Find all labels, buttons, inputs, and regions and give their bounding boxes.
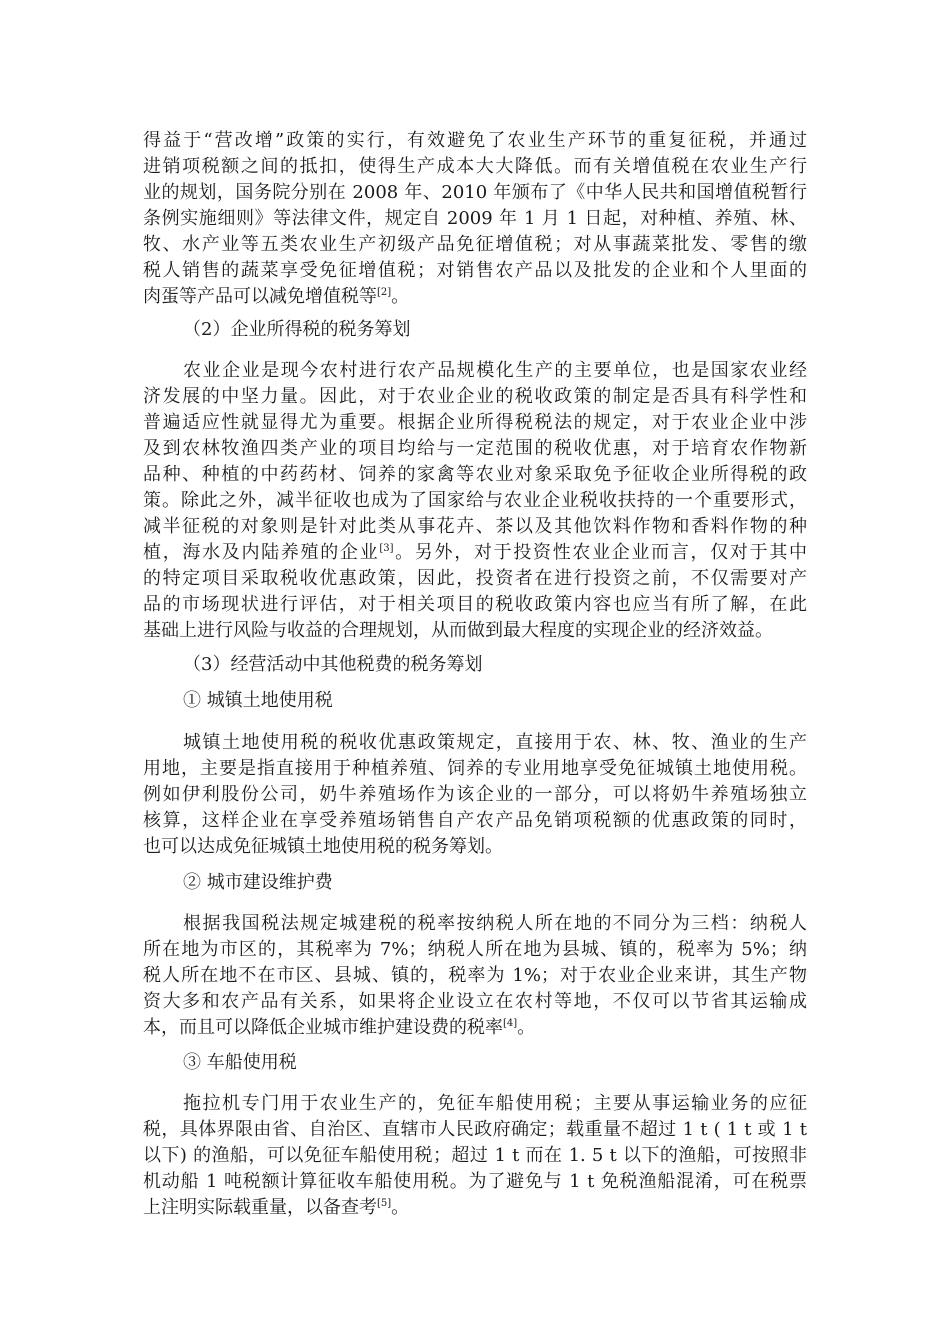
paragraph-vat [143, 128, 807, 310]
text-line: 条例实施细则》等法律文件，规定自 2009 年 1 月 1 日起，对种植、养殖、林、 [143, 208, 807, 229]
text-line [143, 540, 807, 566]
text-line: 基础上进行风险与收益的合理规划，从而做到最大程度的实现企业的经济效益。 [143, 620, 773, 641]
citation-ref: [3] [379, 543, 394, 554]
heading-text: ③ 车船使用税 [183, 1052, 297, 1073]
text-line: 城镇土地使用税的税收优惠政策规定，直接用于农、林、牧、渔业的生产 [183, 732, 807, 753]
section-heading-income-tax [143, 317, 807, 343]
citation-ref: [2] [377, 287, 392, 298]
text-line: 策。除此之外，减半征收也成为了国家给与农业企业税收扶持的一个重要形式， [143, 490, 807, 511]
text-line: 业的规划，国务院分别在 2008 年、2010 年颁布了《中华人民共和国增值税暂行 [143, 182, 807, 203]
text-line: 用地，主要是指直接用于种植养殖、饲养的专业用地享受免征城镇土地使用税。 [143, 758, 807, 779]
text-line [143, 1015, 807, 1041]
paragraph-urban-maintenance [143, 911, 807, 1041]
text-line: 资大多和农产品有关系，如果将企业设立在农村等地，不仅可以节省其运输成 [143, 991, 807, 1012]
text-line: 根据我国税法规定城建税的税率按纳税人所在地的不同分为三档：纳税人 [183, 913, 807, 934]
citation-ref: [4] [503, 1018, 518, 1029]
heading-text: ① 城镇土地使用税 [183, 690, 333, 711]
heading-text: （3）经营活动中其他税费的税务筹划 [183, 654, 483, 675]
paragraph-land-use-tax [143, 730, 807, 860]
paragraph-income-tax [143, 358, 807, 644]
subheading-land-use-tax [143, 688, 807, 714]
text-line: 进销项税额之间的抵扣，使得生产成本大大降低。而有关增值税在农业生产行 [143, 156, 807, 177]
heading-text: ② 城市建设维护费 [183, 872, 333, 893]
text-run: 肉蛋等产品可以减免增值税等 [143, 286, 377, 307]
text-run: 本，而且可以降低企业城市维护建设费的税率 [143, 1017, 503, 1038]
text-line: 以下) 的渔船，可以免征车船使用税；超过 1 t 而在 1. 5 t 以下的渔船，可按照非 [143, 1145, 807, 1166]
paragraph-vehicle-tax [143, 1091, 807, 1221]
text-line: 例如伊利股份公司，奶牛养殖场作为该企业的一部分，可以将奶牛养殖场独立 [143, 784, 807, 805]
text-line: 品的市场现状进行评估，对于相关项目的税收政策内容也应当有所了解，在此 [143, 594, 807, 615]
citation-ref: [5] [377, 1198, 392, 1209]
text-line: 税，具体界限由省、自治区、直辖市人民政府确定；载重量不超过 1 t ( 1 t 或 1 t [143, 1119, 807, 1140]
text-line: 的特定项目采取税收优惠政策，因此，投资者在进行投资之前，不仅需要对产 [143, 568, 807, 589]
text-line: 品种、种植的中药药材、饲养的家禽等农业对象采取免予征收企业所得税的政 [143, 464, 807, 485]
text-line: 得益于“营改增”政策的实行，有效避免了农业生产环节的重复征税，并通过 [143, 130, 807, 151]
text-line [143, 284, 807, 310]
text-line: 机动船 1 吨税额计算征收车船使用税。为了避免与 1 t 免税渔船混淆，可在税票 [143, 1171, 807, 1192]
text-line: 农业企业是现今农村进行农产品规模化生产的主要单位，也是国家农业经 [183, 360, 807, 381]
text-run: 。另外，对于投资性农业企业而言，仅对于其中 [393, 542, 808, 563]
text-line: 核算，这样企业在享受养殖场销售自产农产品免销项税额的优惠政策的同时， [143, 810, 807, 831]
text-line: 税人所在地不在市区、县城、镇的，税率为 1%；对于农业企业来讲，其生产物 [143, 965, 807, 986]
subheading-vehicle-tax [143, 1050, 807, 1076]
text-line: 所在地为市区的，其税率为 7%；纳税人所在地为县城、镇的，税率为 5%；纳 [143, 939, 807, 960]
section-heading-other-taxes [143, 652, 807, 678]
text-line [143, 1195, 807, 1221]
text-line: 拖拉机专门用于农业生产的，免征车船使用税；主要从事运输业务的应征 [183, 1093, 807, 1114]
text-line: 济发展的中坚力量。因此，对于农业企业的税收政策的制定是否具有科学性和 [143, 386, 807, 407]
text-run: 植，海水及内陆养殖的企业 [143, 542, 380, 563]
text-line: 及到农林牧渔四类产业的项目均给与一定范围的税收优惠，对于培育农作物新 [143, 438, 807, 459]
text-line: 普遍适应性就显得尤为重要。根据企业所得税税法的规定，对于农业企业中涉 [143, 412, 807, 433]
text-run: 。 [391, 1197, 410, 1218]
text-line: 牧、水产业等五类农业生产初级产品免征增值税；对从事蔬菜批发、零售的缴 [143, 234, 807, 255]
heading-text: （2）企业所得税的税务筹划 [183, 319, 411, 340]
text-line: 税人销售的蔬菜享受免征增值税；对销售农产品以及批发的企业和个人里面的 [143, 260, 807, 281]
text-run: 。 [391, 286, 410, 307]
subheading-urban-maintenance [143, 870, 807, 896]
text-line: 也可以达成免征城镇土地使用税的税务筹划。 [143, 836, 503, 857]
text-line: 减半征税的对象则是针对此类从事花卉、茶以及其他饮料作物和香料作物的种 [143, 516, 807, 537]
text-run: 上注明实际载重量，以备查考 [143, 1197, 377, 1218]
text-run: 。 [517, 1017, 536, 1038]
